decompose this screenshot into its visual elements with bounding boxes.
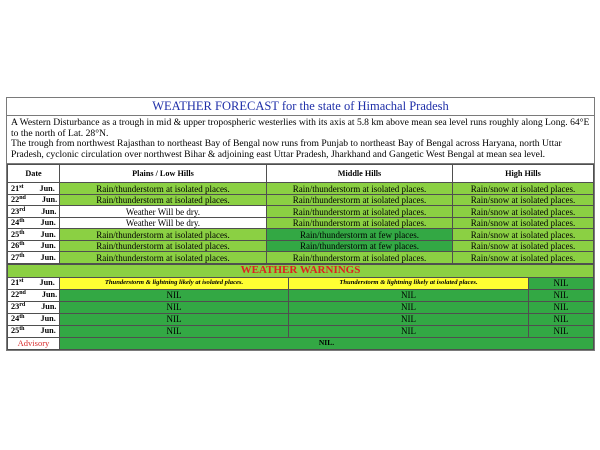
date-month: Jun.	[41, 290, 58, 300]
middle-hills-forecast: Rain/thunderstorm at isolated places.	[267, 217, 453, 229]
date-cell	[8, 313, 60, 325]
date-day: 25	[11, 326, 20, 336]
warnings-table	[7, 264, 594, 350]
plains-warning: NIL	[60, 325, 289, 337]
plains-warning: Thunderstorm & lightning likely at isolated places.	[60, 277, 289, 289]
date-day: 26	[11, 241, 20, 251]
date-suffix: th	[19, 218, 25, 225]
high-hills-warning: NIL	[529, 277, 594, 289]
table-row	[8, 325, 594, 337]
table-row	[8, 289, 594, 301]
date-suffix: th	[19, 314, 25, 321]
date-suffix: th	[19, 229, 25, 236]
date-month: Jun.	[41, 206, 57, 216]
table-row	[8, 277, 594, 289]
high-hills-forecast: Rain/snow at isolated places.	[453, 206, 594, 218]
date-suffix: st	[19, 183, 24, 190]
table-row	[8, 252, 594, 264]
description-paragraph: A Western Disturbance as a trough in mid & upper tropospheric westerlies with its axis at 5.8 km above mean sea level runs roughly along Long. 64°E to the north of Lat. 28°N.	[11, 117, 590, 139]
date-day: 23	[11, 302, 20, 312]
date-day: 24	[11, 218, 20, 228]
high-hills-warning: NIL	[529, 325, 594, 337]
middle-hills-warning: NIL	[289, 325, 529, 337]
table-row	[8, 301, 594, 313]
date-cell	[8, 229, 60, 241]
table-row	[8, 194, 594, 206]
date-month: Jun.	[41, 302, 57, 312]
advisory-row	[8, 337, 594, 349]
table-row	[8, 183, 594, 195]
date-cell	[8, 217, 60, 229]
date-day: 23	[11, 206, 20, 216]
date-suffix: th	[19, 252, 25, 259]
date-month: Jun.	[41, 195, 58, 205]
table-row	[8, 217, 594, 229]
middle-hills-warning: NIL	[289, 301, 529, 313]
middle-hills-warning: Thunderstorm & lightning likely at isolated places.	[289, 277, 529, 289]
date-suffix: rd	[19, 302, 26, 309]
high-hills-warning: NIL	[529, 289, 594, 301]
date-day: 21	[11, 278, 20, 288]
plains-warning: NIL	[60, 313, 289, 325]
plains-warning: NIL	[60, 289, 289, 301]
high-hills-forecast: Rain/snow at isolated places.	[453, 217, 594, 229]
plains-forecast: Weather Will be dry.	[60, 217, 267, 229]
date-cell	[8, 325, 60, 337]
high-hills-forecast: Rain/snow at isolated places.	[453, 229, 594, 241]
plains-warning: NIL	[60, 301, 289, 313]
table-row	[8, 240, 594, 252]
date-cell	[8, 252, 60, 264]
description-paragraph: The trough from northwest Rajasthan to northeast Bay of Bengal now runs from Punjab to northeast Bay of Bengal across Haryana, north Uttar Pradesh, cyclonic circulation over northwest Bihar & adjoining east Uttar Pradesh, Jharkhand and Gangetic West Bengal at mean sea level.	[11, 138, 562, 160]
date-cell	[8, 206, 60, 218]
forecast-table	[7, 164, 594, 264]
date-suffix: st	[19, 278, 24, 285]
warnings-title: WEATHER WARNINGS	[8, 264, 594, 277]
middle-hills-forecast: Rain/thunderstorm at isolated places.	[267, 183, 453, 195]
header-date: Date	[8, 165, 60, 183]
date-day: 22	[11, 195, 20, 205]
date-day: 22	[11, 290, 20, 300]
date-month: Jun.	[40, 241, 56, 251]
plains-forecast: Rain/thunderstorm at isolated places.	[60, 194, 267, 206]
middle-hills-warning: NIL	[289, 313, 529, 325]
middle-hills-forecast: Rain/thunderstorm at isolated places.	[267, 206, 453, 218]
date-month: Jun.	[40, 314, 56, 324]
middle-hills-forecast: Rain/thunderstorm at isolated places.	[267, 194, 453, 206]
date-suffix: rd	[19, 206, 26, 213]
high-hills-forecast: Rain/snow at isolated places.	[453, 183, 594, 195]
table-row	[8, 206, 594, 218]
high-hills-warning: NIL	[529, 313, 594, 325]
date-cell	[8, 194, 60, 206]
date-day: 21	[11, 183, 20, 193]
middle-hills-forecast: Rain/thunderstorm at few places.	[267, 240, 453, 252]
date-month: Jun.	[40, 326, 56, 336]
date-cell	[8, 289, 60, 301]
date-day: 24	[11, 314, 20, 324]
date-month: Jun.	[40, 252, 56, 262]
high-hills-forecast: Rain/snow at isolated places.	[453, 252, 594, 264]
advisory-label: Advisory	[8, 337, 60, 349]
date-month: Jun.	[39, 183, 55, 193]
date-month: Jun.	[40, 218, 56, 228]
page-title: WEATHER FORECAST for the state of Himachal Pradesh	[7, 98, 594, 116]
date-cell	[8, 301, 60, 313]
header-middle-hills: Middle Hills	[267, 165, 453, 183]
header-high-hills: High Hills	[453, 165, 594, 183]
plains-forecast: Rain/thunderstorm at isolated places.	[60, 240, 267, 252]
date-cell	[8, 240, 60, 252]
synoptic-description	[7, 116, 594, 164]
date-suffix: nd	[19, 290, 26, 297]
date-suffix: th	[19, 326, 25, 333]
plains-forecast: Rain/thunderstorm at isolated places.	[60, 252, 267, 264]
plains-forecast: Weather Will be dry.	[60, 206, 267, 218]
table-row	[8, 229, 594, 241]
date-cell	[8, 183, 60, 195]
middle-hills-warning: NIL	[289, 289, 529, 301]
high-hills-forecast: Rain/snow at isolated places.	[453, 194, 594, 206]
date-suffix: th	[19, 241, 25, 248]
header-plains: Plains / Low Hills	[60, 165, 267, 183]
table-row	[8, 313, 594, 325]
middle-hills-forecast: Rain/thunderstorm at isolated places.	[267, 252, 453, 264]
date-suffix: nd	[19, 195, 26, 202]
date-cell	[8, 277, 60, 289]
date-month: Jun.	[39, 278, 55, 288]
forecast-sheet	[6, 97, 595, 351]
middle-hills-forecast: Rain/thunderstorm at few places.	[267, 229, 453, 241]
high-hills-warning: NIL	[529, 301, 594, 313]
plains-forecast: Rain/thunderstorm at isolated places.	[60, 229, 267, 241]
plains-forecast: Rain/thunderstorm at isolated places.	[60, 183, 267, 195]
high-hills-forecast: Rain/snow at isolated places.	[453, 240, 594, 252]
date-day: 25	[11, 229, 20, 239]
date-month: Jun.	[40, 229, 56, 239]
advisory-value: NIL.	[60, 337, 594, 349]
date-day: 27	[11, 252, 20, 262]
